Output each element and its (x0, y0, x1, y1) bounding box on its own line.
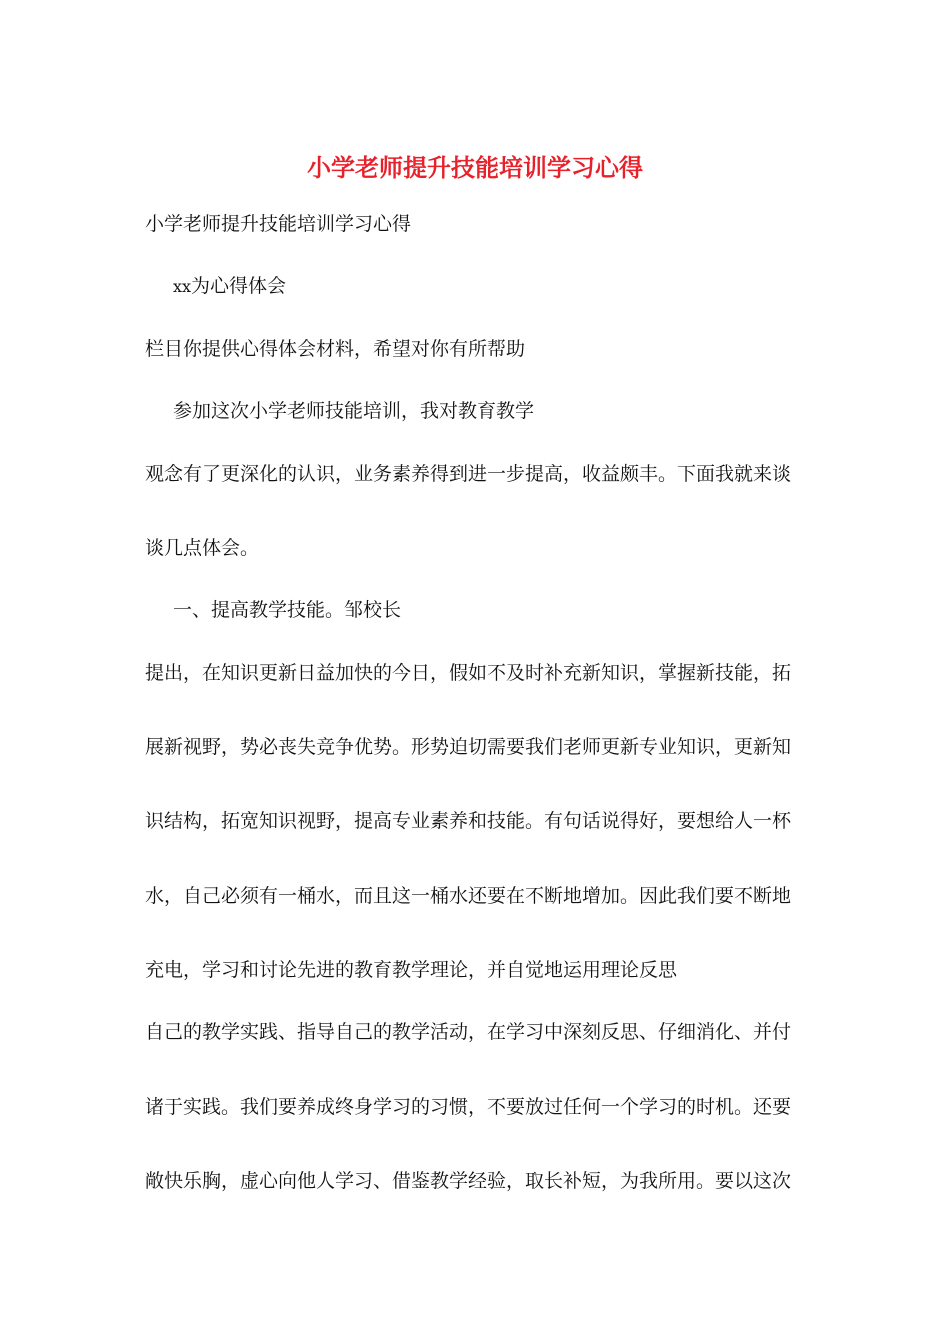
paragraph-line: 识结构，拓宽知识视野，提高专业素养和技能。有句话说得好，要想给人一杯 (145, 810, 792, 832)
paragraph-line: 参加这次小学老师技能培训，我对教育教学 (173, 400, 535, 422)
paragraph-line: 谈几点体会。 (145, 537, 260, 559)
paragraph-line: 敞快乐胸，虚心向他人学习、借鉴教学经验，取长补短，为我所用。要以这次 (145, 1170, 792, 1192)
paragraph-line: 自己的教学实践、指导自己的教学活动，在学习中深刻反思、仔细消化、并付 (145, 1021, 792, 1043)
section-heading-line: 一、提高教学技能。邹校长 (173, 599, 402, 621)
paragraph-line: 充电，学习和讨论先进的教育教学理论，并自觉地运用理论反思 (145, 959, 678, 981)
column-suffix: 为心得体会 (191, 275, 287, 297)
paragraph-line: 提出，在知识更新日益加快的今日，假如不及时补充新知识，掌握新技能，拓 (145, 662, 792, 684)
subtitle-line: 小学老师提升技能培训学习心得 (145, 213, 412, 235)
intro-line: 栏目你提供心得体会材料，希望对你有所帮助 (145, 338, 526, 360)
paragraph-line: 观念有了更深化的认识，业务素养得到进一步提高，收益颇丰。下面我就来谈 (145, 463, 792, 485)
column-prefix: xx (173, 277, 192, 296)
paragraph-line: 水，自己必须有一桶水，而且这一桶水还要在不断地增加。因此我们要不断地 (145, 885, 792, 907)
document-title: 小学老师提升技能培训学习心得 (307, 153, 643, 182)
column-line (173, 272, 838, 301)
paragraph-line: 展新视野，势必丧失竞争优势。形势迫切需要我们老师更新专业知识，更新知 (145, 736, 792, 758)
paragraph-line: 诸于实践。我们要养成终身学习的习惯，不要放过任何一个学习的时机。还要 (145, 1096, 792, 1118)
